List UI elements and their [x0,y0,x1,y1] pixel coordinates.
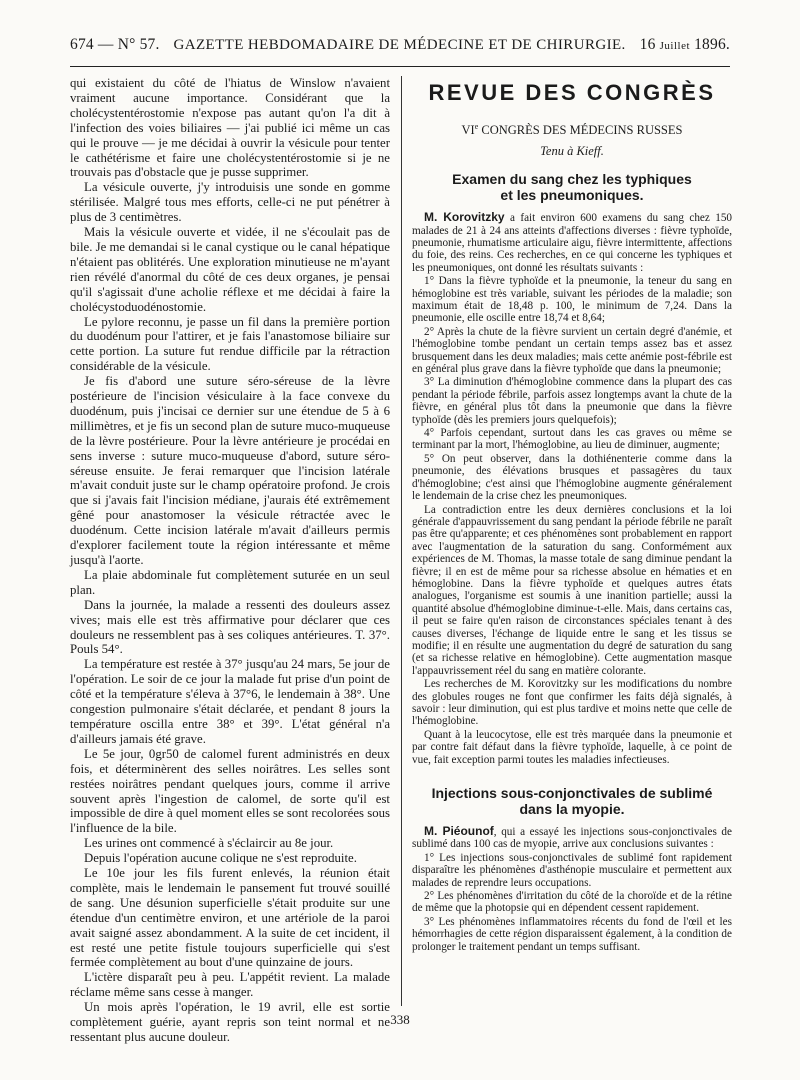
left-paragraph: Je fis d'abord une suture séro-séreuse de la lèvre postérieure de l'incision vésiculaire à la face convexe du duodénum, puis j'incisai ce dernier sur une étendue de 5 à 6 millimètres, et je fis un second plan de suture muco-muqueuse de la lèvre postérieure. Pour la lèvre antérieure je procédai en sens inverse : suture muco-muqueuse d'abord, suture séro-séreuse ensuite. Je ferai remarquer que l'incision latérale m'avait conduit juste sur le champ opératoire profond. Je crois que si j'avais fait l'incision médiane, j'aurais été extrêmement gêné pour anastomoser la vésicule rétractée avec le duodénum. Cette incision latérale m'avait d'ailleurs permis d'explorer facilement toute la région intéressante et même jusqu'à l'aorte. [70,374,390,567]
left-paragraph: qui existaient du côté de l'hiatus de Winslow n'avaient vraiment aucune importance. Considérant que la cholécystentérostomie n'expose pas autant qu'on l'a dit à l'infection des voies biliaires — j'ai publié ici même un cas qui le prouve — je me décidai à ouvrir la vésicule pour tenter le cathétérisme et faire une cholécystentérostomie si je ne trouvais pas d'obstacle que je pusse supprimer. [70,76,390,180]
article2-intro-text: , qui a essayé les injections sous-conjonctivales de sublimé dans 100 cas de myopie, arrive aux conclusions suivantes : [412,826,732,851]
article2-title [412,785,732,817]
issue-date [640,36,730,54]
article1-paragraph: Les recherches de M. Korovitzky sur les modifications du nombre des globules rouges ne font que confirmer les faits déjà signalés, à savoir : leur diminution, qui est plus tardive et moins nette que celle de l'hémoglobine. [412,678,732,728]
congress-roman: VI [461,123,475,138]
date-month: Juillet [659,40,691,52]
article1-intro-text: a fait environ 600 examens du sang chez 150 malades de 21 à 24 ans atteints d'affections diverses : fièvre typhoïde, pneumonie, rhumatisme articulaire aigu, fièvre intermittente, affections du foie, des reins. Ces recherches, en ce qui concerne les typhiques et les pneumoniques, ont donné les résultats suivants : [412,212,733,274]
left-paragraph: Mais la vésicule ouverte et vidée, il ne s'écoulait pas de bile. Je me demandai si le canal cystique ou le canal hépatique n'étaient pas oblitérés. Une exploration minutieuse ne m'ayant rien révélé d'anormal du côté de ces deux organes, je pensai qu'il s'agissait d'une acholie réflexe et me décidai à faire la cholécystoduodénostomie. [70,225,390,314]
running-header [70,36,730,62]
left-paragraph: La plaie abdominale fut complètement suturée en un seul plan. [70,567,390,597]
left-paragraph: Le 10e jour les fils furent enlevés, la réunion était complète, mais le lendemain le pansement fut trouvé souillé de sang. Une désunion superficielle s'était produite sur une étendue d'un centimètre environ, et une artériole de la paroi avait saigné assez abondamment. A la suite de cet incident, il est resté une petite fistule toujours superficielle qui s'est fermée complètement au bout d'une quinzaine de jours. [70,866,390,970]
page-number: 338 [390,1012,410,1027]
article2-item: 3° Les phénomènes inflammatoires récents du fond de l'œil et les hémorrhagies de cette région disparaissent également, à la condition de prolonger le traitement pendant un temps suffisant. [412,915,732,953]
article1-item: 3° La diminution d'hémoglobine commence dans la plupart des cas pendant la période fébrile, parfois assez longtemps avant la chute de la fièvre, en général plus tôt dans la pneumonie que dans la fièvre typhoïde (dès les premiers jours quelquefois); [412,376,732,426]
article1-title [412,171,732,203]
article1-item: 5° On peut observer, dans la dothiénenterie comme dans la pneumonie, des élévations brusques et passagères du taux d'hémoglobine; c'est ainsi que l'hémoglobine augmente généralement le lendemain de la crise chez les pneumoniques. [412,452,732,503]
issue-number: 674 — N° 57. [70,36,160,53]
right-column [412,76,732,1011]
article1-paragraph: Quant à la leucocytose, elle est très marquée dans la pneumonie et par contre fait défaut dans la fièvre typhoïde, laquelle, à ce point de vue, fait exception parmi toutes les maladies infectieuses. [412,728,732,766]
section-title: REVUE DES CONGRÈS [428,80,716,105]
left-paragraph: Le 5e jour, 0gr50 de calomel furent administrés en deux fois, et déterminèrent des selles noirâtres. Les selles sont restées noirâtres pendant quelques jours, comme il arrive souvent après l'ingestion de calomel, de sorte qu'il est impossible de dire à quel moment elles se sont recolorées sous l'influence de la bile. [70,746,390,836]
article2-author: M. Piéounof [424,824,494,839]
article1-item: 4° Parfois cependant, surtout dans les cas graves ou même se terminant par la mort, l'hémoglobine, au lieu de diminuer, augmente; [412,427,732,452]
article2-intro [412,825,732,851]
left-paragraph: La température est restée à 37° jusqu'au 24 mars, 5e jour de l'opération. Le soir de ce jour la malade fut prise d'un point de côté et la température s'éleva à 37°6, le lendemain à 38°. Une congestion pulmonaire s'était déclarée, et pendant 8 jours la température oscilla entre 38° et 39°. L'état général n'a d'ailleurs jamais été grave. [70,657,390,746]
left-paragraph: La vésicule ouverte, j'y introduisis une sonde en gomme stérilisée. Malgré tous mes efforts, celle-ci ne put pénétrer à plus de 3 centimètres. [70,180,390,225]
left-paragraph: Dans la journée, la malade a ressenti des douleurs assez vives; mais elle est très affirmative pour déclarer que ces douleurs ne ressemblent pas à ses coliques antérieures. T. 37°. Pouls 54°. [70,597,390,657]
article1-item: 1° Dans la fièvre typhoïde et la pneumonie, la teneur du sang en hémoglobine est très variable, suivant les périodes de la maladie; son maximum était de 18,48 p. 100, le minimum de 7,24. Dans la pneumonie, elle oscille entre 18,74 et 8,64; [412,275,732,325]
left-paragraph: Les urines ont commencé à s'éclaircir au 8e jour. [84,836,334,851]
date-day: 16 [639,36,656,53]
article1-author: M. Korovitzky [424,210,505,225]
article-separator [412,767,732,785]
left-paragraph: L'ictère disparaît peu à peu. L'appétit revient. La malade réclame même sans cesse à manger. [70,970,390,1000]
article1-title-line1: Examen du sang chez les typhiques [452,171,692,188]
article2-item: 2° Les phénomènes d'irritation du côté de la choroïde et de la rétine de même que la photopsie qui en dépendent cessent rapidement. [412,890,732,915]
header-rule [70,66,730,67]
article1-paragraph: La contradiction entre les deux dernières conclusions et la loi générale d'appauvrissement du sang pendant la période fébrile ne paraît pas être qu'apparente; et ces phénomènes sont probablement en rapport avec l'augmentation de la saturation du sang. Conformément aux expériences de M. Thomas, la masse totale de sang diminue pendant la fièvre; il en est de même pour sa richesse absolue en hématies et en hémoglobine. Dans la fièvre typhoïde et quelques autres états analogues, l'organisme est soumis à une inanition partielle; aussi la quantité absolue d'hémoglobine diminue-t-elle. Mais, dans certains cas, il peut se faire qu'en raison de circonstances spéciales tenant à des causes diverses, l'échange de liquide entre le sang et les tissus se modifie; il en résulte une augmentation du degré de saturation du sang (et sa richesse relative en hémoglobine). Cette augmentation masque l'appauvrissement réel du sang en matière colorante. [412,503,732,677]
left-paragraph: Depuis l'opération aucune colique ne s'est reproduite. [84,851,357,866]
article2-item: 1° Les injections sous-conjonctivales de sublimé font rapidement disparaître les phénomènes d'asthénopie musculaire et permettent aux malades de reprendre leurs occupations. [412,851,732,889]
article2-title-line2: dans la myopie. [519,801,625,818]
congress-place: Tenu à Kieff. [540,144,604,159]
article1-title-line2: et les pneumoniques. [500,187,644,204]
left-paragraph: Un mois après l'opération, le 19 avril, elle est sortie complètement guérie, ayant repris son teint normal et ne ressentant plus aucune douleur. [70,1000,390,1044]
article2-title-line1: Injections sous-conjonctivales de sublimé [431,785,713,802]
article1-item: 2° Après la chute de la fièvre survient un certain degré d'anémie, et l'hémoglobine tombe pendant un certain temps assez bas et assez brusquement dans les deux maladies; mais cette anémie post-fébrile est en général plus grave dans la fièvre typhoïde que dans la pneumonie; [412,325,732,376]
left-column [70,76,390,1044]
column-divider [401,76,402,1006]
congress-rest: CONGRÈS DES MÉDECINS RUSSES [478,123,683,138]
journal-title: GAZETTE HEBDOMADAIRE DE MÉDECINE ET DE CHIRURGIE. [173,37,626,53]
article1-intro [412,211,732,274]
left-paragraph: Le pylore reconnu, je passe un fil dans la première portion du duodénum pour l'attirer, et je fais l'anastomose biliaire sur cette portion. La suture fut rendue difficile par la rétraction considérable de la vésicule. [70,314,390,374]
congress-name [412,122,732,138]
congress-sup: e [474,122,479,131]
date-year: 1896. [694,36,730,53]
